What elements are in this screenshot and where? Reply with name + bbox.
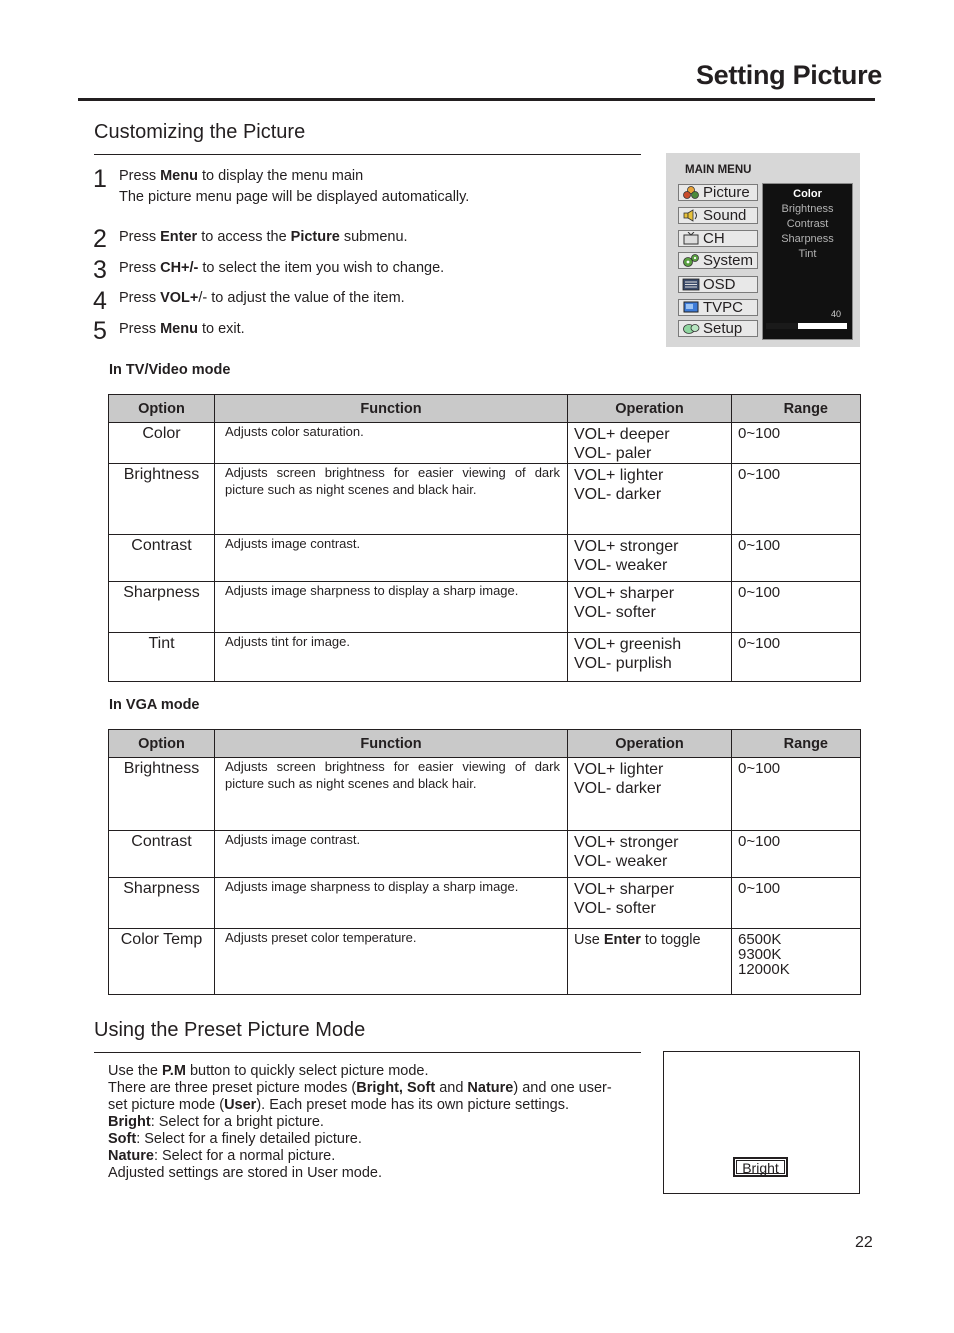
picture-icon [681,186,701,199]
range-cell [732,464,861,535]
option-cell: Color [109,423,215,464]
submenu-value: 40 [831,309,842,319]
preset-line: Adjusted settings are stored in User mode. [108,1165,383,1181]
preset-line: Soft: Select for a finely detailed picture. [108,1131,362,1147]
step-2-text: Press Enter to access the Picture submenu. [119,229,408,245]
table-row [109,831,861,878]
title-rule [78,98,875,101]
preset-title: Using the Preset Picture Mode [94,1019,366,1041]
preset-line: Bright: Select for a bright picture. [108,1114,324,1130]
option-cell: Brightness [109,758,215,831]
menu-item-label: Picture [703,184,750,201]
range-value: 0~100 [738,635,781,652]
submenu-item-sharpness: Sharpness [781,233,834,245]
option-cell: Sharpness [109,878,215,929]
range-value: 12000K [738,961,790,978]
function-cell: Adjusts screen brightness for easier viewing of dark picture such as night scenes and black hair. [215,464,568,535]
menu-item-label: Setup [703,320,743,337]
menu-item-osd [678,276,758,293]
step-number: 4 [93,287,107,315]
table-row [109,878,861,929]
column-header-option: Option [109,730,215,758]
function-cell: Adjusts image sharpness to display a sharp image. [215,582,568,633]
operation-line: VOL+ deeper [574,426,670,443]
menu-item-label: OSD [703,276,736,293]
table-row [109,423,861,464]
function-cell: Adjusts image contrast. [215,831,568,878]
menu-item-sound [678,207,758,224]
option-cell: Color Temp [109,929,215,995]
speaker-icon [681,209,701,222]
submenu-level-bar [766,323,847,329]
preset-line: Nature: Select for a normal picture. [108,1148,336,1164]
step-1-line-2: The picture menu page will be displayed automatically. [119,189,470,205]
range-cell [732,831,861,878]
range-cell [732,423,861,464]
operation-cell [568,831,732,878]
table-row [109,535,861,582]
operation-cell [568,878,732,929]
submenu-item-contrast: Contrast [786,218,829,230]
table-row [109,464,861,535]
operation-line: VOL- purplish [574,655,672,672]
column-header-range: Range [732,730,861,758]
operation-line: VOL+ sharper [574,881,675,898]
range-value: 0~100 [738,425,781,442]
function-cell: Adjusts tint for image. [215,633,568,682]
table-row [109,758,861,831]
vga-mode-table [108,729,861,995]
step-4-text: Press VOL+/- to adjust the value of the item. [119,290,405,306]
column-header-operation: Operation [568,730,732,758]
preset-mode-label: Bright [742,1160,779,1176]
tv-icon [681,232,701,245]
table-row [109,929,861,995]
operation-line: VOL- softer [574,900,656,917]
column-header-operation: Operation [568,395,732,423]
operation-cell [568,929,732,995]
range-value: 0~100 [738,880,781,897]
step-number: 3 [93,256,107,284]
operation-line: Use Enter to toggle [574,932,701,948]
operation-line: VOL- darker [574,486,662,503]
operation-cell [568,535,732,582]
range-value: 0~100 [738,466,781,483]
operation-line: VOL+ lighter [574,761,664,778]
menu-item-ch [678,230,758,247]
operation-cell [568,633,732,682]
range-cell [732,878,861,929]
menu-item-label: System [703,252,754,269]
submenu-level-fill [766,323,798,329]
operation-cell [568,758,732,831]
range-value: 0~100 [738,584,781,601]
operation-line: VOL+ stronger [574,834,679,851]
range-cell [732,929,861,995]
operation-cell [568,464,732,535]
column-header-function: Function [215,730,568,758]
submenu-item-brightness: Brightness [781,203,834,215]
tv-mode-table [108,394,861,682]
tv-mode-label: In TV/Video mode [109,362,231,378]
function-cell: Adjusts image contrast. [215,535,568,582]
preset-description [108,1063,648,1182]
column-header-option: Option [109,395,215,423]
table-row [109,582,861,633]
function-cell: Adjusts screen brightness for easier viewing of dark picture such as night scenes and black hair. [215,758,568,831]
menu-item-setup [678,320,758,337]
function-cell: Adjusts color saturation. [215,423,568,464]
preset-rule [94,1052,641,1053]
menu-item-label: Sound [703,207,747,224]
range-value: 9300K [738,946,782,963]
operation-cell [568,582,732,633]
step-1-line-1: Press Menu to display the menu main [119,168,364,184]
step-5-text: Press Menu to exit. [119,321,245,337]
range-cell [732,633,861,682]
main-menu-header: MAIN MENU [685,164,752,176]
page-title: Setting Picture [695,60,882,90]
page-number: 22 [855,1234,873,1251]
range-cell [732,535,861,582]
preset-line: set picture mode (User). Each preset mode has its own picture settings. [108,1097,570,1113]
submenu-item-color: Color [793,188,822,200]
range-cell [732,758,861,831]
option-cell: Contrast [109,831,215,878]
menu-item-label: TVPC [703,299,744,316]
menu-item-label: CH [703,230,725,247]
function-cell: Adjusts image sharpness to display a sharp image. [215,878,568,929]
step-number: 5 [93,317,107,345]
operation-line: VOL- weaker [574,853,668,870]
option-cell: Tint [109,633,215,682]
range-value: 0~100 [738,537,781,554]
table-header-row [109,395,861,423]
vga-mode-label: In VGA mode [109,697,200,713]
menu-item-picture [678,184,758,201]
range-value: 0~100 [738,760,781,777]
operation-line: VOL+ greenish [574,636,682,653]
menu-item-system [678,252,758,269]
menu-item-tvpc [678,299,758,316]
setup-icon [681,322,701,335]
step-1-text [119,166,469,208]
range-cell [732,582,861,633]
option-cell: Brightness [109,464,215,535]
operation-line: VOL- darker [574,780,662,797]
function-cell: Adjusts preset color temperature. [215,929,568,995]
table-header-row [109,730,861,758]
preset-line: Use the P.M button to quickly select picture mode. [108,1063,429,1079]
operation-line: VOL+ stronger [574,538,679,555]
step-3-text: Press CH+/- to select the item you wish to change. [119,260,445,276]
column-header-range: Range [732,395,861,423]
range-value: 0~100 [738,833,781,850]
preset-line: There are three preset picture modes (Bright, Soft and Nature) and one user- [108,1080,612,1096]
step-number: 1 [93,165,107,193]
operation-cell [568,423,732,464]
option-cell: Contrast [109,535,215,582]
table-row [109,633,861,682]
operation-line: VOL- softer [574,604,656,621]
gears-icon [681,254,701,267]
range-value: 6500K [738,931,782,948]
monitor-icon [681,301,701,314]
step-number: 2 [93,225,107,253]
operation-line: VOL+ sharper [574,585,675,602]
column-header-function: Function [215,395,568,423]
preset-mode-indicator [733,1157,788,1177]
list-icon [681,278,701,291]
customizing-rule [94,154,641,155]
operation-line: VOL- paler [574,445,652,462]
operation-line: VOL+ lighter [574,467,664,484]
operation-line: VOL- weaker [574,557,668,574]
customizing-title: Customizing the Picture [94,121,306,143]
option-cell: Sharpness [109,582,215,633]
submenu-item-tint: Tint [798,248,817,260]
